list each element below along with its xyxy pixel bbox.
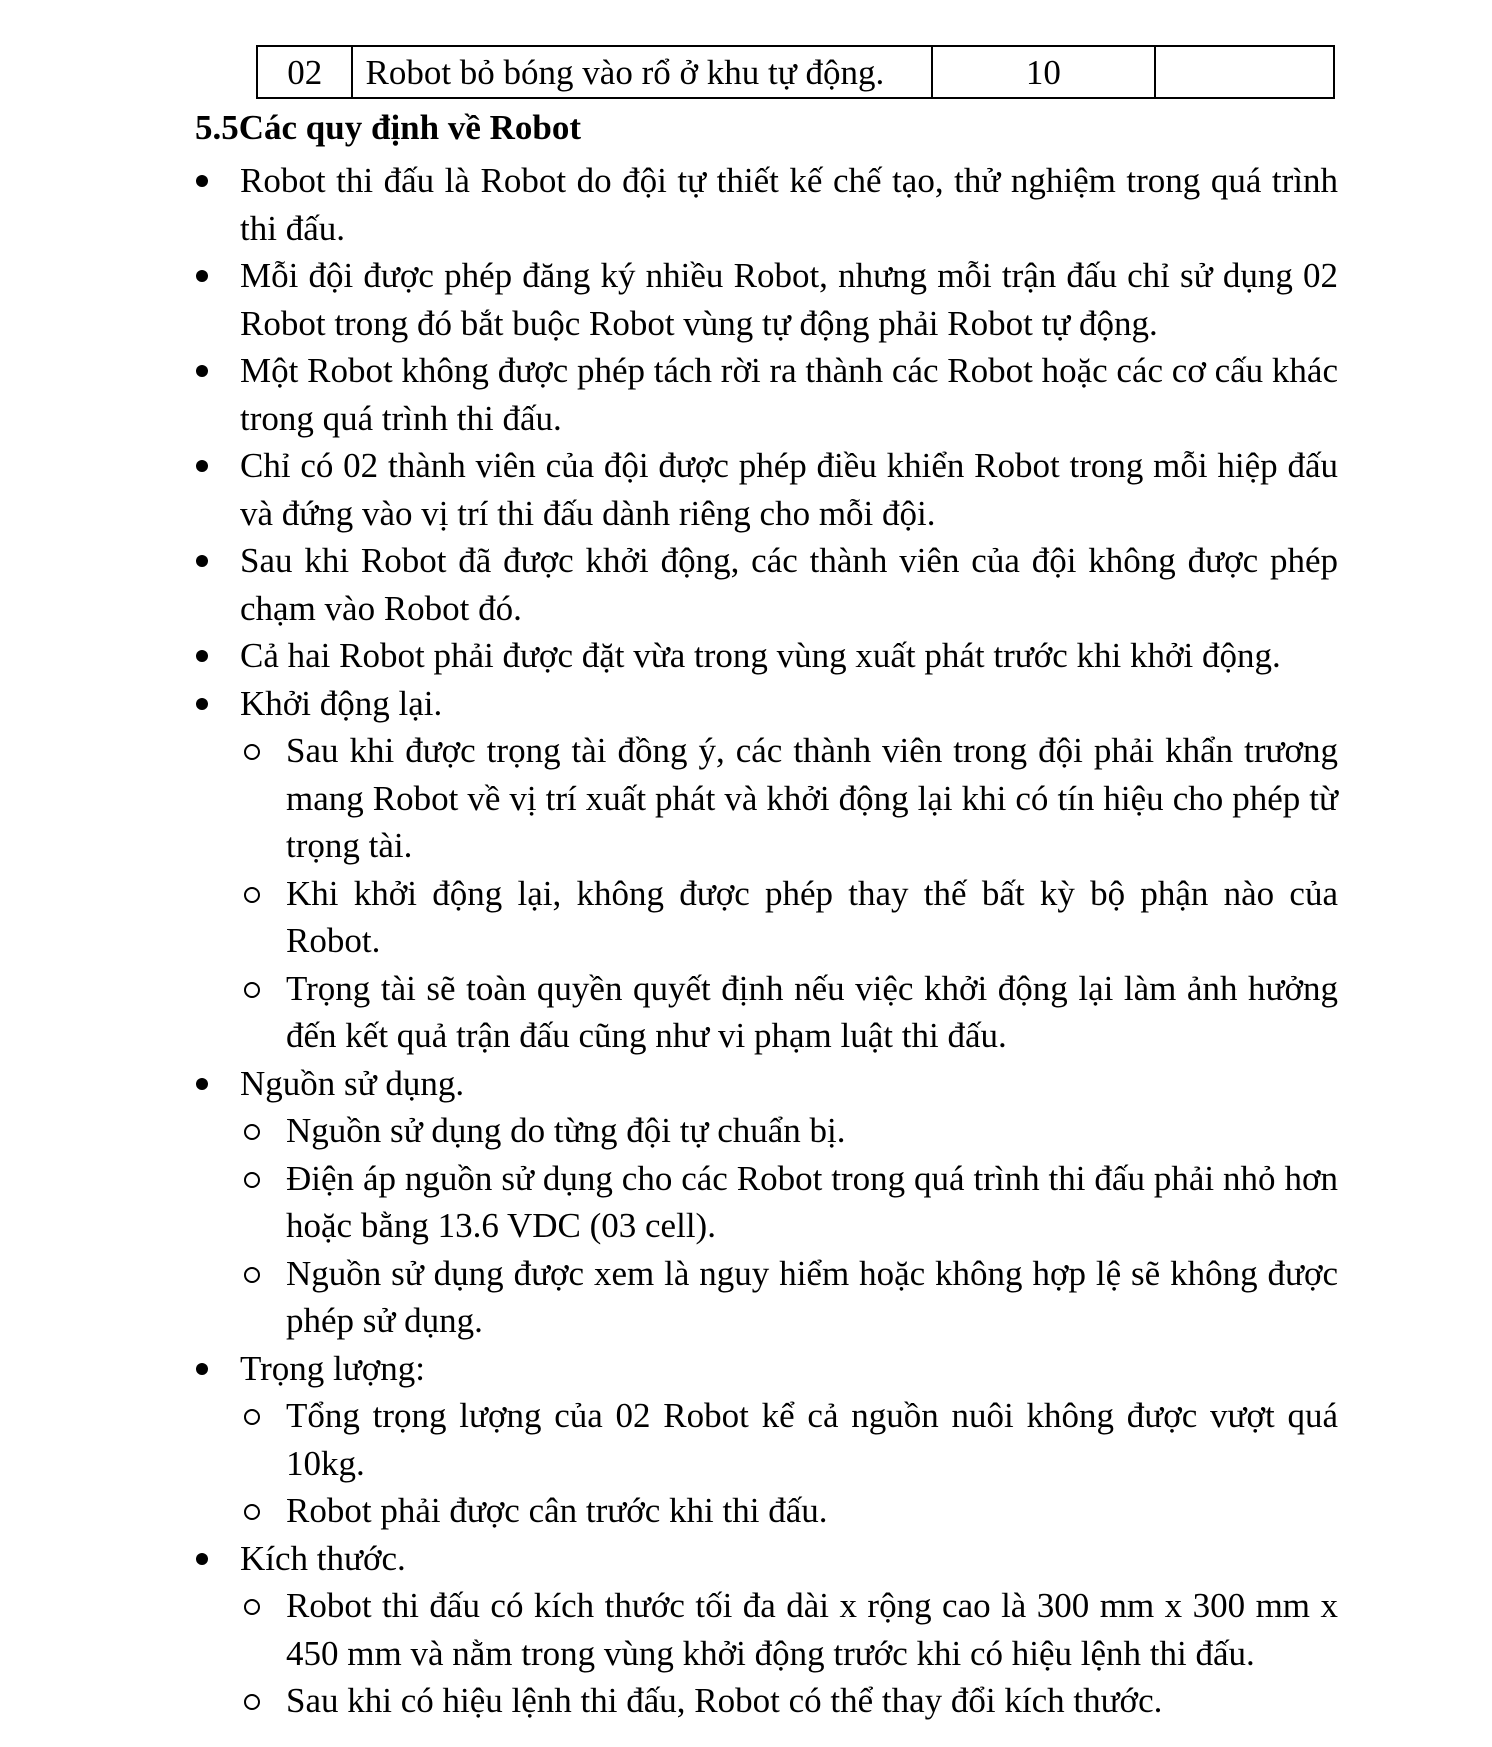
sub-list-item — [243, 1582, 1338, 1677]
sub-list-item-text: Robot phải được cân trước khi thi đấu. — [286, 1491, 828, 1530]
bullet-icon — [196, 442, 210, 489]
power-sub-list — [243, 1107, 1338, 1345]
circle-bullet-icon — [243, 1582, 261, 1629]
list-item-text: Cả hai Robot phải được đặt vừa trong vùng xuất phát trước khi khởi động. — [240, 636, 1281, 675]
sub-list-item — [243, 1155, 1338, 1250]
list-item — [196, 252, 1338, 347]
circle-bullet-icon — [243, 1155, 261, 1202]
section-heading: 5.5Các quy định về Robot — [195, 108, 582, 147]
sub-list-item — [243, 727, 1338, 870]
list-item — [196, 632, 1338, 680]
sub-list-item-text: Sau khi có hiệu lệnh thi đấu, Robot có thể thay đổi kích thước. — [286, 1681, 1163, 1720]
sub-list-item — [243, 1107, 1338, 1155]
row-number-cell: 02 — [257, 46, 352, 98]
circle-bullet-icon — [243, 1677, 261, 1724]
list-item-power — [196, 1060, 1338, 1108]
list-item-size — [196, 1535, 1338, 1583]
sub-list-item-text: Tổng trọng lượng của 02 Robot kể cả nguồn nuôi không được vượt quá 10kg. — [286, 1396, 1338, 1483]
sub-list-item-text: Điện áp nguồn sử dụng cho các Robot trong quá trình thi đấu phải nhỏ hơn hoặc bằng 13.6 VDC (03 cell). — [286, 1158, 1338, 1245]
bullet-icon — [196, 1345, 210, 1392]
row-note-cell — [1155, 46, 1334, 98]
circle-bullet-icon — [243, 1392, 261, 1439]
list-item-text: Kích thước. — [240, 1538, 406, 1578]
sub-list-item-text: Khi khởi động lại, không được phép thay thế bất kỳ bộ phận nào của Robot. — [286, 873, 1338, 960]
list-item-text: Trọng lượng: — [240, 1348, 425, 1388]
sub-list-item — [243, 965, 1338, 1060]
list-item-text: Mỗi đội được phép đăng ký nhiều Robot, nhưng mỗi trận đấu chỉ sử dụng 02 Robot trong đó bắt buộc Robot vùng tự động phải Robot tự động. — [240, 256, 1338, 343]
bullet-icon — [196, 632, 210, 679]
list-item — [196, 157, 1338, 252]
list-item — [196, 442, 1338, 537]
sub-list-item — [243, 1250, 1338, 1345]
list-item-text: Sau khi Robot đã được khởi động, các thành viên của đội không được phép chạm vào Robot đó. — [240, 541, 1338, 628]
bullet-icon — [196, 252, 210, 299]
size-sub-list — [243, 1582, 1338, 1725]
sub-list-item-text: Robot thi đấu có kích thước tối đa dài x rộng cao là 300 mm x 300 mm x 450 mm và nằm trong vùng khởi động trước khi có hiệu lệnh thi đấu. — [286, 1586, 1338, 1673]
sub-list-item — [243, 870, 1338, 965]
bullet-icon — [196, 680, 210, 727]
list-item — [196, 537, 1338, 632]
bullet-icon — [196, 537, 210, 584]
list-item — [196, 347, 1338, 442]
scoring-table — [256, 45, 1335, 99]
list-item-restart — [196, 680, 1338, 728]
list-item-text: Nguồn sử dụng. — [240, 1063, 465, 1103]
sub-list-item-text: Nguồn sử dụng do từng đội tự chuẩn bị. — [286, 1111, 846, 1150]
list-item-text: Khởi động lại. — [240, 683, 443, 723]
rules-list — [196, 157, 1338, 1725]
circle-bullet-icon — [243, 1107, 261, 1154]
sub-list-item-text: Nguồn sử dụng được xem là nguy hiểm hoặc không hợp lệ sẽ không được phép sử dụng. — [286, 1253, 1338, 1340]
circle-bullet-icon — [243, 965, 261, 1012]
bullet-icon — [196, 1060, 210, 1107]
row-content-cell: Robot bỏ bóng vào rổ ở khu tự động. — [352, 46, 931, 98]
weight-sub-list — [243, 1392, 1338, 1535]
row-score-cell: 10 — [932, 46, 1156, 98]
table-row — [257, 46, 1334, 98]
list-item-text: Robot thi đấu là Robot do đội tự thiết kế chế tạo, thử nghiệm trong quá trình thi đấu. — [240, 161, 1338, 248]
circle-bullet-icon — [243, 870, 261, 917]
restart-sub-list — [243, 727, 1338, 1060]
sub-list-item — [243, 1487, 1338, 1535]
list-item-text: Chỉ có 02 thành viên của đội được phép điều khiển Robot trong mỗi hiệp đấu và đứng vào vị trí thi đấu dành riêng cho mỗi đội. — [240, 446, 1338, 533]
bullet-icon — [196, 1535, 210, 1582]
bullet-icon — [196, 347, 210, 394]
sub-list-item — [243, 1677, 1338, 1725]
bullet-icon — [196, 157, 210, 204]
sub-list-item — [243, 1392, 1338, 1487]
sub-list-item-text: Trọng tài sẽ toàn quyền quyết định nếu việc khởi động lại làm ảnh hưởng đến kết quả trận đấu cũng như vi phạm luật thi đấu. — [286, 968, 1338, 1055]
circle-bullet-icon — [243, 727, 261, 774]
circle-bullet-icon — [243, 1487, 261, 1534]
list-item-text: Một Robot không được phép tách rời ra thành các Robot hoặc các cơ cấu khác trong quá trình thi đấu. — [240, 351, 1338, 438]
list-item-weight — [196, 1345, 1338, 1393]
circle-bullet-icon — [243, 1250, 261, 1297]
sub-list-item-text: Sau khi được trọng tài đồng ý, các thành viên trong đội phải khẩn trương mang Robot về vị trí xuất phát và khởi động lại khi có tín hiệu cho phép từ trọng tài. — [286, 731, 1338, 865]
